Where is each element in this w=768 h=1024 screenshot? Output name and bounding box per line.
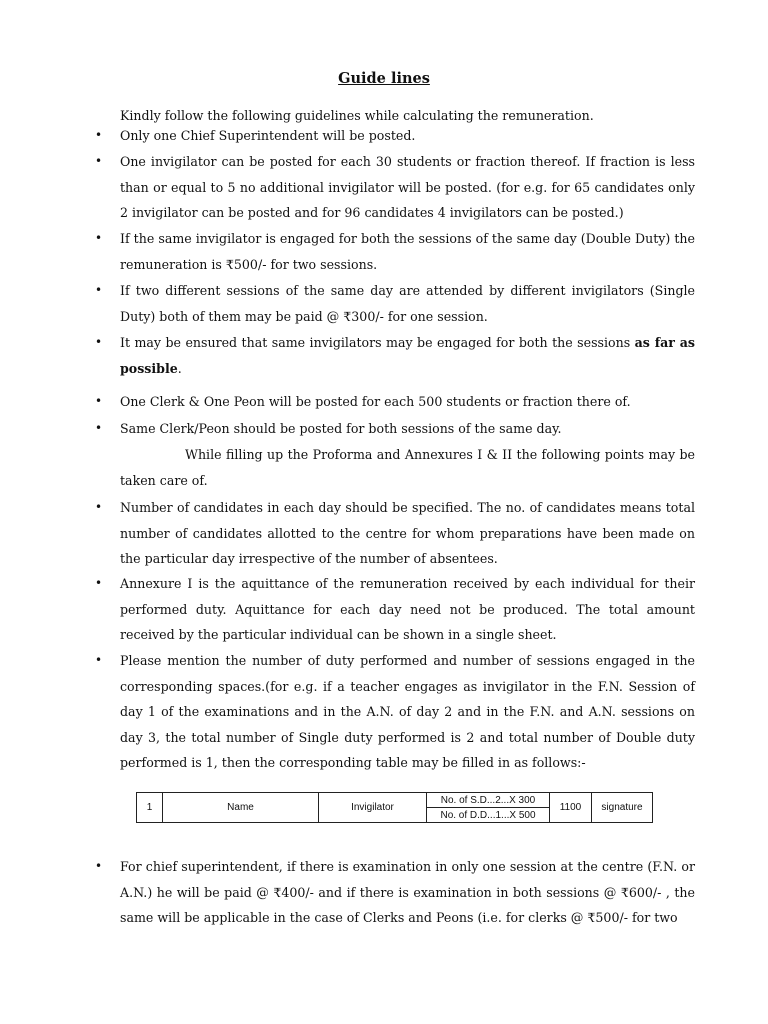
guideline-item: • For chief superintendent, if there is examination in only one session at the centre (F.N. or A.N.) he will be paid @ ₹400/- and if there is examination in both sessions @ ₹600/- , the same will be applicable in the case of Clerks and Peons (i.e. for clerks @ ₹500/- for two bbox=[120, 854, 695, 931]
table-cell-double-duty: No. of D.D...1...X 500 bbox=[427, 808, 550, 823]
guideline-item: • One Clerk & One Peon will be posted for each 500 students or fraction there of. bbox=[120, 389, 695, 415]
guideline-item: • One invigilator can be posted for each 30 students or fraction thereof. If fraction is less than or equal to 5 no additional invigilator will be posted. (for e.g. for 65 candidates only 2 invigilator can be posted and for 96 candidates 4 invigilators can be posted.) bbox=[120, 149, 695, 226]
table-cell-role: Invigilator bbox=[319, 793, 427, 823]
table-row bbox=[137, 793, 653, 808]
table-cell-single-duty: No. of S.D...2...X 300 bbox=[427, 793, 550, 808]
guideline-item: • Please mention the number of duty performed and number of sessions engaged in the corresponding spaces.(for e.g. if a teacher engages as invigilator in the F.N. Session of day 1 of the examinations and in the A.N. of day 2 and in the F.N. and A.N. sessions on day 3, the total number of Single duty performed is 2 and total number of Double duty performed is 1, then the corresponding table may be filled in as follows:- bbox=[120, 648, 695, 776]
guideline-item: • Number of candidates in each day should be specified. The no. of candidates means total number of candidates allotted to the centre for whom preparations have been made on the particular day irrespective of the number of absentees. bbox=[120, 495, 695, 572]
table-cell-total: 1100 bbox=[550, 793, 592, 823]
intro-text: Kindly follow the following guidelines while calculating the remuneration. bbox=[120, 108, 594, 123]
page-title: Guide lines bbox=[338, 70, 430, 87]
emphasis-text: as far as possible bbox=[120, 335, 695, 376]
guideline-item: • If the same invigilator is engaged for both the sessions of the same day (Double Duty) the remuneration is ₹500/- for two sessions. bbox=[120, 226, 695, 277]
example-table bbox=[136, 792, 653, 823]
guideline-item: • Annexure I is the aquittance of the remuneration received by each individual for their performed duty. Aquittance for each day need not be produced. The total amount received by the particular individual can be shown in a single sheet. bbox=[120, 571, 695, 648]
guideline-item: • If two different sessions of the same day are attended by different invigilators (Single Duty) both of them may be paid @ ₹300/- for one session. bbox=[120, 278, 695, 329]
guideline-item: • Only one Chief Superintendent will be posted. bbox=[120, 123, 695, 149]
guideline-item: • Same Clerk/Peon should be posted for both sessions of the same day. bbox=[120, 416, 695, 442]
table-cell-name: Name bbox=[163, 793, 319, 823]
table-cell-signature: signature bbox=[592, 793, 653, 823]
table-cell-sl: 1 bbox=[137, 793, 163, 823]
proforma-note: While filling up the Proforma and Annexures I & II the following points may be taken care of. bbox=[120, 447, 695, 488]
guideline-item: • It may be ensured that same invigilators may be engaged for both the sessions as far as possible. bbox=[120, 330, 695, 381]
